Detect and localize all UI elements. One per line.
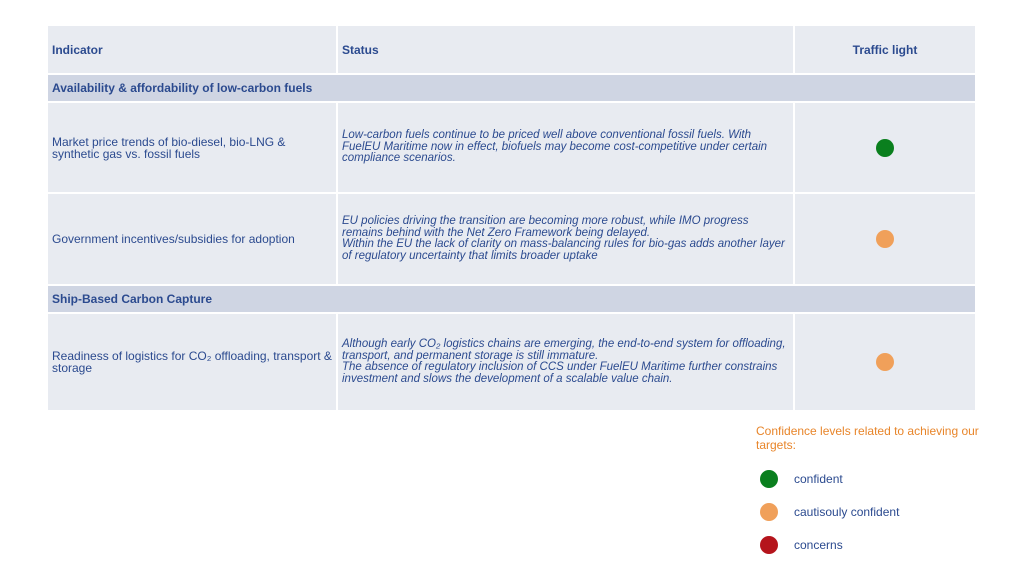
status-cell: EU policies driving the transition are becoming more robust, while IMO progress remains behind with the Net Zero Framework being delayed. Within the EU the lack of clarity on mass-balancing rules for bio-gas adds another layer of regulatory uncertainty that limits broader uptake bbox=[338, 194, 795, 284]
traffic-light-dot-icon bbox=[876, 139, 894, 157]
table-row bbox=[48, 194, 975, 286]
status-cell: Although early CO₂ logistics chains are emerging, the end-to-end system for offloading, transport, and permanent storage is still immature. The absence of regulatory inclusion of CCS under FuelEU Maritime further constrains investment and slows the development of a scalable value chain. bbox=[338, 314, 795, 410]
table-row bbox=[48, 103, 975, 194]
traffic-light-cell bbox=[795, 314, 975, 410]
legend-label: cautisouly confident bbox=[794, 505, 900, 519]
legend-item bbox=[760, 503, 986, 521]
indicator-cell: Readiness of logistics for CO₂ offloading, transport & storage bbox=[48, 314, 338, 410]
red-dot-icon bbox=[760, 536, 778, 554]
traffic-light-dot-icon bbox=[876, 353, 894, 371]
indicator-cell: Market price trends of bio-diesel, bio-LNG & synthetic gas vs. fossil fuels bbox=[48, 103, 338, 192]
traffic-light-cell bbox=[795, 194, 975, 284]
green-dot-icon bbox=[760, 470, 778, 488]
table-row bbox=[48, 314, 975, 412]
section-title: Availability & affordability of low-carbon fuels bbox=[52, 81, 313, 95]
header-indicator: Indicator bbox=[48, 26, 338, 73]
legend-item bbox=[760, 470, 986, 488]
section-title: Ship-Based Carbon Capture bbox=[52, 292, 213, 306]
indicator-cell: Government incentives/subsidies for adoption bbox=[48, 194, 338, 284]
section-header-fuels bbox=[48, 75, 975, 103]
confidence-legend bbox=[756, 424, 986, 554]
status-cell: Low-carbon fuels continue to be priced well above conventional fossil fuels. With FuelEU Maritime now in effect, biofuels may become cost-competitive under certain compliance scenarios. bbox=[338, 103, 795, 192]
legend-label: confident bbox=[794, 472, 843, 486]
traffic-light-dot-icon bbox=[876, 230, 894, 248]
table-header-row bbox=[48, 26, 975, 75]
indicator-table bbox=[48, 26, 975, 412]
legend-title: Confidence levels related to achieving our targets: bbox=[756, 424, 979, 452]
section-header-carbon-capture bbox=[48, 286, 975, 314]
orange-dot-icon bbox=[760, 503, 778, 521]
header-status: Status bbox=[338, 26, 795, 73]
legend-label: concerns bbox=[794, 538, 843, 552]
header-traffic-light: Traffic light bbox=[852, 42, 918, 57]
legend-item bbox=[760, 536, 986, 554]
traffic-light-cell bbox=[795, 103, 975, 192]
